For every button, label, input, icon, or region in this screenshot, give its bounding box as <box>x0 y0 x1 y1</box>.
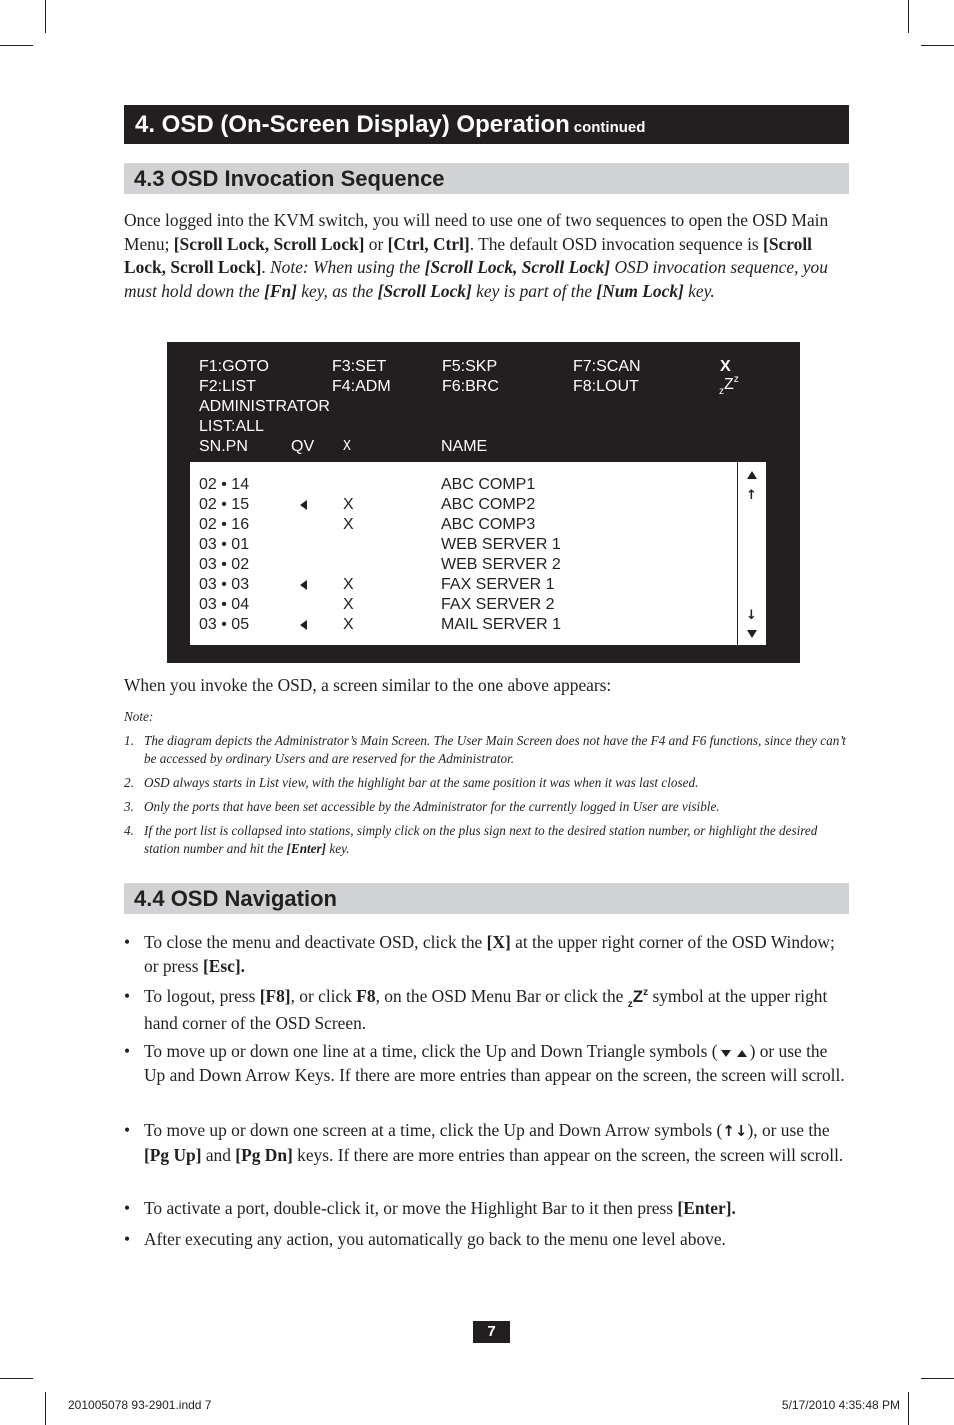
menu-f8-lout[interactable]: F8:LOUT <box>573 378 639 395</box>
section-heading-4-4: 4.4 OSD Navigation <box>124 883 849 914</box>
osd-main-screen <box>167 342 800 663</box>
menu-f5-skp[interactable]: F5:SKP <box>442 358 498 375</box>
chapter-title: 4. OSD (On-Screen Display) Operation <box>135 111 570 138</box>
port-row-x-marker: X <box>343 516 354 533</box>
port-row-snpn[interactable]: 02 • 14 <box>199 476 250 493</box>
close-button[interactable]: X <box>720 358 731 375</box>
port-row-snpn[interactable]: 03 • 02 <box>199 556 250 573</box>
page-down-arrow-icon[interactable]: ↓ <box>746 608 757 623</box>
crop-mark <box>0 1378 33 1379</box>
intro-paragraph: Once logged into the KVM switch, you will need to use one of two sequences to open the OSD Main Menu; [Scroll Lock, Scroll Lock] or [Ctrl, Ctrl]. The default OSD invocation sequence is [Scroll Lock, Scroll Lock]. Note: When using the [Scroll Lock, Scroll Lock] OSD invocation sequence, you must hold down the [Fn] key, as the [Scroll Lock] key is part of the [Num Lock] key. <box>124 210 829 301</box>
port-row-name[interactable]: MAIL SERVER 1 <box>441 616 562 633</box>
port-row-x-marker: X <box>343 576 354 593</box>
bullet-item: • To move up or down one line at a time, click the Up and Down Triangle symbols ( ) or use the Up and Down Arrow Keys. If there are more entries than appear on the screen, the screen will scroll. <box>124 1041 845 1085</box>
osd-list-mode: LIST:ALL <box>199 418 264 435</box>
chapter-header <box>124 105 849 144</box>
port-row-snpn[interactable]: 03 • 04 <box>199 596 250 613</box>
crop-mark <box>45 0 46 33</box>
note-item: 3. Only the ports that have been set accessible by the Administrator for the currently logged in User are visible. <box>124 799 720 814</box>
port-row-x-marker: X <box>343 596 354 613</box>
menu-f7-scan[interactable]: F7:SCAN <box>573 358 641 375</box>
port-row-name[interactable]: ABC COMP3 <box>441 516 536 533</box>
bullet-item: • After executing any action, you automatically go back to the menu one level above. <box>124 1229 726 1249</box>
crop-mark <box>45 1392 46 1425</box>
up-triangle-icon <box>737 1050 747 1057</box>
menu-f2-list[interactable]: F2:LIST <box>199 378 256 395</box>
port-list <box>190 462 737 645</box>
port-row-snpn[interactable]: 03 • 03 <box>199 576 250 593</box>
port-row-snpn[interactable]: 02 • 15 <box>199 496 250 513</box>
port-row-name[interactable]: WEB SERVER 1 <box>441 536 561 553</box>
port-row-x-marker: X <box>343 496 354 513</box>
quick-view-marker-icon <box>300 580 307 590</box>
note-item: 1. The diagram depicts the Administrator’s Main Screen. The User Main Screen does not have the F4 and F6 functions, since they can’t be accessed by ordinary Users and are reserved for the Administrator. <box>124 733 846 766</box>
port-row-x-marker: X <box>343 616 354 633</box>
port-row-name[interactable]: WEB SERVER 2 <box>441 556 561 573</box>
port-row-name[interactable]: FAX SERVER 2 <box>441 596 555 613</box>
port-row-snpn[interactable]: 02 • 16 <box>199 516 250 533</box>
menu-f1-goto[interactable]: F1:GOTO <box>199 358 269 375</box>
port-row-snpn[interactable]: 03 • 05 <box>199 616 250 633</box>
bullet-item: • To move up or down one screen at a time, click the Up and Down Arrow symbols (↑↓), or use the [Pg Up] and [Pg Dn] keys. If there are more entries than appear on the screen, the screen will scroll. <box>124 1120 844 1165</box>
chapter-continued: continued <box>573 119 646 136</box>
logout-sleep-icon[interactable]: $_zZ^z$ <box>719 374 739 397</box>
note-item: 2. OSD always starts in List view, with the highlight bar at the same position it was when it was last closed. <box>124 775 699 790</box>
menu-f3-set[interactable]: F3:SET <box>332 358 387 375</box>
scroll-up-triangle-icon[interactable] <box>747 471 757 479</box>
footer-filename: 201005078 93-2901.indd 7 <box>68 1398 212 1412</box>
crop-mark <box>921 45 954 46</box>
menu-f4-adm[interactable]: F4:ADM <box>332 378 391 395</box>
osd-user-label: ADMINISTRATOR <box>199 398 330 415</box>
bullet-item: • To close the menu and deactivate OSD, click the [X] at the upper right corner of the OSD Window; or press [Esc]. <box>124 932 835 976</box>
up-down-arrows-icon: ↑↓ <box>722 1122 748 1140</box>
scroll-bar[interactable] <box>737 462 766 645</box>
col-header-name: NAME <box>441 438 488 455</box>
section-heading-4-3: 4.3 OSD Invocation Sequence <box>124 163 849 194</box>
port-row-name[interactable]: ABC COMP1 <box>441 476 536 493</box>
crop-mark <box>908 1392 909 1425</box>
port-row-name[interactable]: ABC COMP2 <box>441 496 536 513</box>
crop-mark <box>908 0 909 33</box>
note-item: 4. If the port list is collapsed into stations, simply click on the plus sign next to the desired station number, or highlight the desired station number and hit the [Enter] key. <box>124 823 818 856</box>
footer-timestamp: 5/17/2010 4:35:48 PM <box>781 1398 900 1412</box>
crop-mark <box>0 45 33 46</box>
quick-view-marker-icon <box>300 500 307 510</box>
crop-mark <box>921 1378 954 1379</box>
quick-view-marker-icon <box>300 620 307 630</box>
down-triangle-icon <box>721 1050 731 1057</box>
scroll-down-triangle-icon[interactable] <box>747 630 757 638</box>
col-header-qv: QV <box>291 438 315 455</box>
bullet-item: • To logout, press [F8], or click F8, on the OSD Menu Bar or click the $_zZ^z$ symbol at the upper right hand corner of the OSD Screen. <box>124 986 828 1033</box>
bullet-item: • To activate a port, double-click it, or move the Highlight Bar to it then press [Enter]. <box>124 1198 736 1218</box>
after-osd-text: When you invoke the OSD, a screen similar to the one above appears: <box>124 675 612 695</box>
col-header-snpn: SN.PN <box>199 438 248 455</box>
port-row-name[interactable]: FAX SERVER 1 <box>441 576 555 593</box>
col-header-x: X <box>343 439 351 454</box>
notes-label: Note: <box>124 709 154 724</box>
page-number: 7 <box>473 1321 510 1343</box>
port-row-snpn[interactable]: 03 • 01 <box>199 536 250 553</box>
menu-f6-brc[interactable]: F6:BRC <box>442 378 499 395</box>
page-up-arrow-icon[interactable]: ↑ <box>746 488 757 503</box>
sleep-icon: $_zZ^z$ <box>627 987 649 1010</box>
